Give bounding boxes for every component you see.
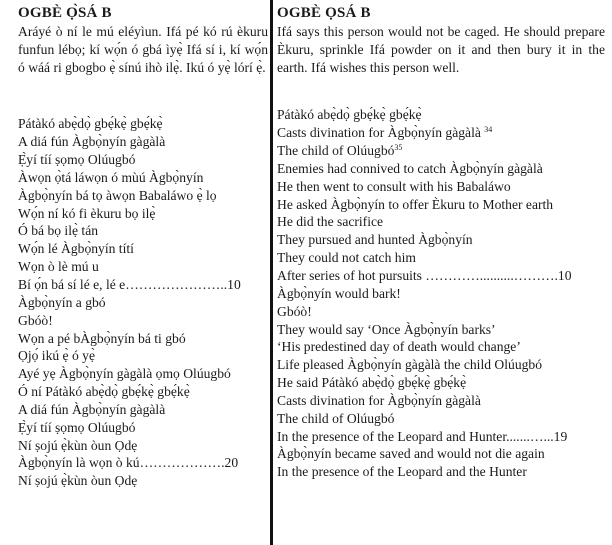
verse-line: Bí ọ́n bá sí lé e, lé e…………………..10: [18, 276, 241, 292]
verse-line: Ẹ̀yí tíí ṣọmọ Olúugbó: [18, 419, 136, 435]
verse-line: He said Pátàkó abẹ̀dọ̀ gbẹ́kẹ̀ gbẹ́kẹ̀: [277, 375, 467, 391]
verse-line: He did the sacrifice: [277, 214, 384, 230]
verse-line: Ní ṣojú ẹ̀kùn òun Ọdẹ: [18, 473, 138, 489]
verse-line: Life pleased Àgbọ̀nyín gàgàlà the child Olúugbó: [277, 357, 543, 373]
verse-line: Àwọn ọ̀tá láwọn ó mùú Àgbọ̀nyín: [18, 169, 204, 185]
verse-line: They pursued and hunted Àgbọ̀nyín: [277, 232, 473, 248]
verse-line: He then went to consult with his Babaláwo: [277, 178, 511, 194]
verse-line: Wọn ò lè mú u: [18, 259, 99, 275]
verse-line: Ẹ̀yí tíí ṣọmọ Olúugbó: [18, 152, 136, 168]
verse-line: [277, 124, 605, 142]
verse-line: Pátàkó abẹ̀dọ̀ gbẹ́kẹ̀ gbẹ́kẹ̀: [18, 116, 163, 132]
column-divider: [270, 0, 273, 545]
verse-line: Ọjọ́ ikú ẹ̀ ó yẹ̀: [18, 348, 96, 364]
verse-line: Casts divination for Àgbọ̀nyín gàgàlà: [277, 392, 481, 408]
english-heading: OGBÈ ỌSÁ B: [277, 5, 371, 21]
verse-line: Àgbọ̀nyín a gbó: [18, 294, 106, 310]
verse-text: Casts divination for Àgbọ̀nyín gàgàlà: [277, 125, 485, 141]
verse-text: The child of Olúugbó: [277, 143, 395, 159]
verse-line: Àgbọ̀nyín là wọn ò kú……………….20: [18, 455, 239, 471]
yoruba-column: [18, 4, 268, 490]
english-column: [277, 4, 605, 481]
verse-line: In the presence of the Leopard and Hunter.......…...19: [277, 428, 568, 444]
verse-line: Enemies had connived to catch Àgbọ̀nyín gàgàlà: [277, 160, 543, 176]
verse-line: [277, 142, 605, 160]
yoruba-verse-list: [18, 115, 268, 490]
verse-line: Ó ní Pátàkó abẹ̀dọ̀ gbẹ́kẹ̀ gbẹ́kẹ̀: [18, 384, 190, 400]
verse-line: They would say ‘Once Àgbọ̀nyín barks’: [277, 321, 496, 337]
verse-line: A diá fún Àgbọ̀nyín gàgàlà: [18, 401, 166, 417]
yoruba-heading: OGBÈ Ọ̀SÁ B: [18, 5, 112, 21]
verse-line: Wọ́n lé Àgbọ̀nyín títí: [18, 241, 134, 257]
verse-line: The child of Olúugbó: [277, 410, 395, 426]
verse-line: Àgbọ̀nyín would bark!: [277, 285, 401, 301]
verse-line: ‘His predestined day of death would change’: [277, 339, 521, 355]
verse-line: Gbóò!: [277, 303, 312, 319]
verse-line: He asked Àgbọ̀nyín to offer Èkuru to Mother earth: [277, 196, 554, 212]
verse-line: Àgbọ̀nyín became saved and would not die again: [277, 446, 545, 462]
verse-line: Pátàkó abẹ̀dọ̀ gbẹ́kẹ̀ gbẹ́kẹ̀: [277, 107, 422, 123]
verse-line: Ó bá bọ ilẹ̀ tán: [18, 223, 99, 239]
english-verse-list: [277, 106, 605, 481]
verse-line: In the presence of the Leopard and the Hunter: [277, 464, 527, 480]
footnote-marker: 35: [394, 143, 403, 153]
verse-line: A diá fún Àgbọ̀nyín gàgàlà: [18, 134, 166, 150]
yoruba-intro-paragraph: Aráyé ò ní le mú eléyìun. Ifá pé kó rú èkuru funfun lébọ; kí wọ́n ó gbá ìyẹ̀ Ifá sí i, kí wọ́n ó wáá ri gbogbo ẹ̀ sínú ihò ilẹ̀. Ikú ó yẹ̀ lórí ẹ̀.: [18, 24, 268, 75]
verse-line: Gbóò!: [18, 312, 53, 328]
verse-line: Ayé yẹ Àgbọ̀nyín gàgàlà ọmọ Olúugbó: [18, 366, 231, 382]
footnote-marker: 34: [484, 125, 493, 135]
verse-line: They could not catch him: [277, 250, 416, 266]
verse-line: Àgbọ̀nyín bá tọ àwọn Babaláwo ẹ̀ lọ: [18, 187, 217, 203]
verse-line: After series of hot pursuits …………..........……….10: [277, 267, 572, 283]
english-intro-paragraph: Ifá says this person would not be caged. He should prepare Èkuru, sprinkle Ifá powder on it and then bury it in the earth. Ifá wishes this person well.: [277, 24, 605, 75]
verse-line: Wọ́n ní kó fi èkuru bọ ilẹ̀: [18, 205, 156, 221]
verse-line: Wọn a pé bÀgbọ̀nyín bá ti gbó: [18, 330, 186, 346]
verse-line: Ní ṣojú ẹ̀kùn òun Ọdẹ: [18, 437, 138, 453]
